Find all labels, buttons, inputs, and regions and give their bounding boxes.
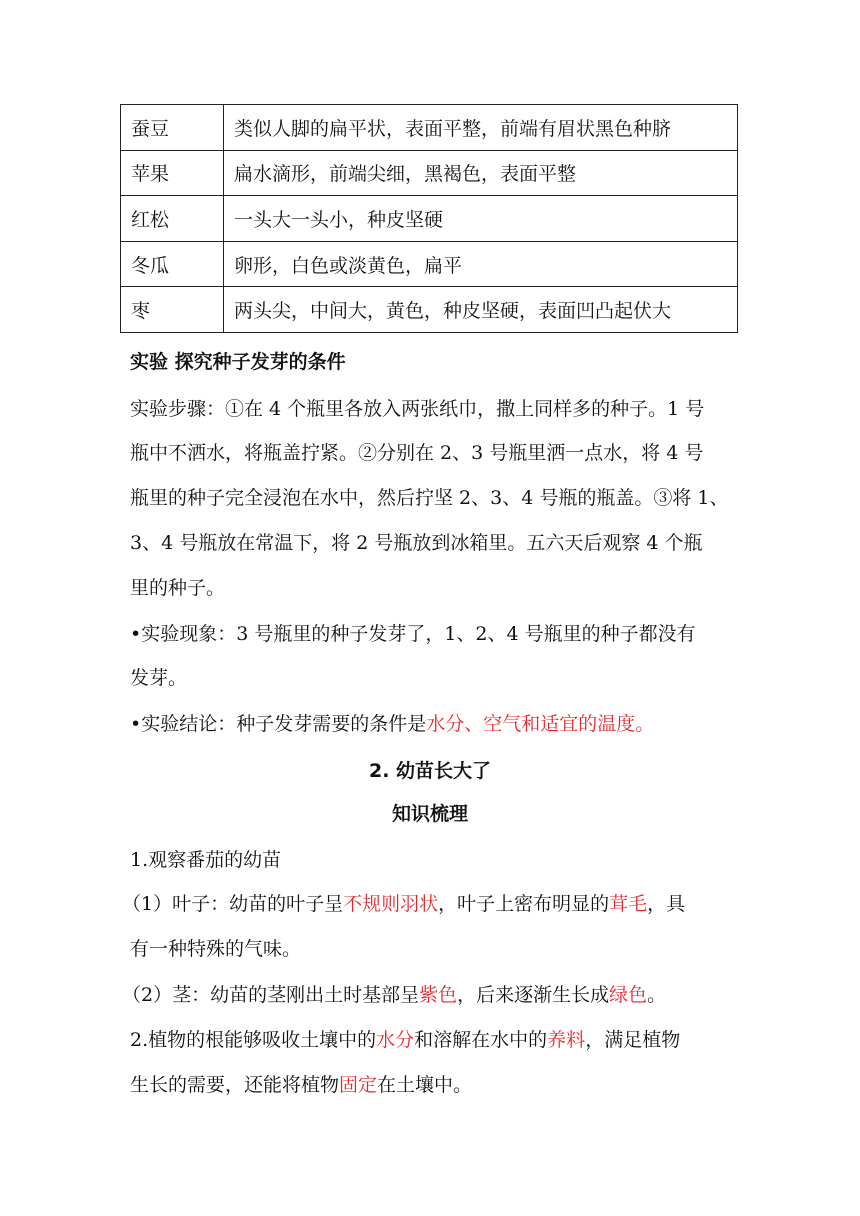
root-highlight: 水分: [376, 1029, 415, 1051]
root-text: 生长的需要，还能将植物: [130, 1074, 340, 1096]
root-text: 在土壤中。: [377, 1074, 473, 1096]
stem-highlight: 绿色: [609, 984, 648, 1006]
table-row: [121, 241, 738, 287]
table-row: [121, 287, 738, 333]
root-description-line2: [130, 1073, 472, 1097]
leaf-description-line2: 有一种特殊的气味。: [130, 938, 302, 960]
experiment-steps-line: 里的种子。: [130, 577, 226, 599]
root-highlight: 养料: [547, 1029, 586, 1051]
experiment-steps-line: 3、4 号瓶放在常温下，将 2 号瓶放到冰箱里。五六天后观察 4 个瓶: [130, 532, 703, 554]
seed-name: 枣: [121, 287, 224, 333]
table-row: [121, 150, 738, 196]
stem-description: [122, 983, 666, 1007]
stem-text: 。: [647, 984, 667, 1006]
conclusion-text: •实验结论：种子发芽需要的条件是: [130, 713, 427, 735]
root-text: ，满足植物: [585, 1029, 681, 1051]
experiment-phenomenon-line: 发芽。: [130, 667, 188, 689]
seed-name: 蚕豆: [121, 105, 224, 151]
experiment-steps-line: 实验步骤：①在 4 个瓶里各放入两张纸巾，撒上同样多的种子。1 号: [130, 398, 705, 420]
table-row: [121, 105, 738, 151]
seed-description: 两头尖，中间大，黄色，种皮坚硬，表面凹凸起伏大: [224, 287, 738, 333]
stem-text: （2）茎：幼苗的茎刚出土时基部呈: [122, 984, 420, 1006]
leaf-highlight: 茸毛: [609, 893, 648, 915]
experiment-phenomenon-line: •实验现象：3 号瓶里的种子发芽了，1、2、4 号瓶里的种子都没有: [130, 623, 696, 645]
leaf-text: ，叶子上密布明显的: [438, 893, 610, 915]
seed-name: 冬瓜: [121, 241, 224, 287]
experiment-steps-line: 瓶中不洒水，将瓶盖拧紧。②分别在 2、3 号瓶里洒一点水，将 4 号: [130, 442, 704, 464]
section-subtitle: 知识梳理: [391, 803, 468, 825]
seed-description: 扁水滴形，前端尖细，黑褐色，表面平整: [224, 150, 738, 196]
seed-table: [120, 104, 738, 333]
leaf-text: （1）叶子：幼苗的叶子呈: [122, 893, 344, 915]
root-text: 和溶解在水中的: [414, 1029, 548, 1051]
stem-text: ，后来逐渐生长成: [457, 984, 610, 1006]
root-text: 2.植物的根能够吸收土壤中的: [130, 1029, 377, 1051]
seed-name: 红松: [121, 196, 224, 242]
seed-description: 类似人脚的扁平状，表面平整，前端有眉状黑色种脐: [224, 105, 738, 151]
experiment-conclusion: [130, 712, 654, 736]
stem-highlight: 紫色: [419, 984, 458, 1006]
seed-name: 苹果: [121, 150, 224, 196]
experiment-heading: 实验 探究种子发芽的条件: [130, 351, 346, 373]
seed-description: 卵形，白色或淡黄色，扁平: [224, 241, 738, 287]
section-title: 2. 幼苗长大了: [368, 760, 492, 782]
seed-description: 一头大一头小，种皮坚硬: [224, 196, 738, 242]
leaf-text: ，具: [647, 893, 686, 915]
conclusion-highlight: 水分、空气和适宜的温度。: [426, 713, 655, 735]
root-highlight: 固定: [339, 1074, 378, 1096]
root-description: [130, 1028, 680, 1052]
experiment-steps-line: 瓶里的种子完全浸泡在水中，然后拧坚 2、3、4 号瓶的瓶盖。③将 1、: [130, 487, 729, 509]
item-heading: 1.观察番茄的幼苗: [130, 849, 282, 871]
leaf-highlight: 不规则羽状: [343, 893, 439, 915]
leaf-description: [122, 892, 685, 916]
table-row: [121, 196, 738, 242]
